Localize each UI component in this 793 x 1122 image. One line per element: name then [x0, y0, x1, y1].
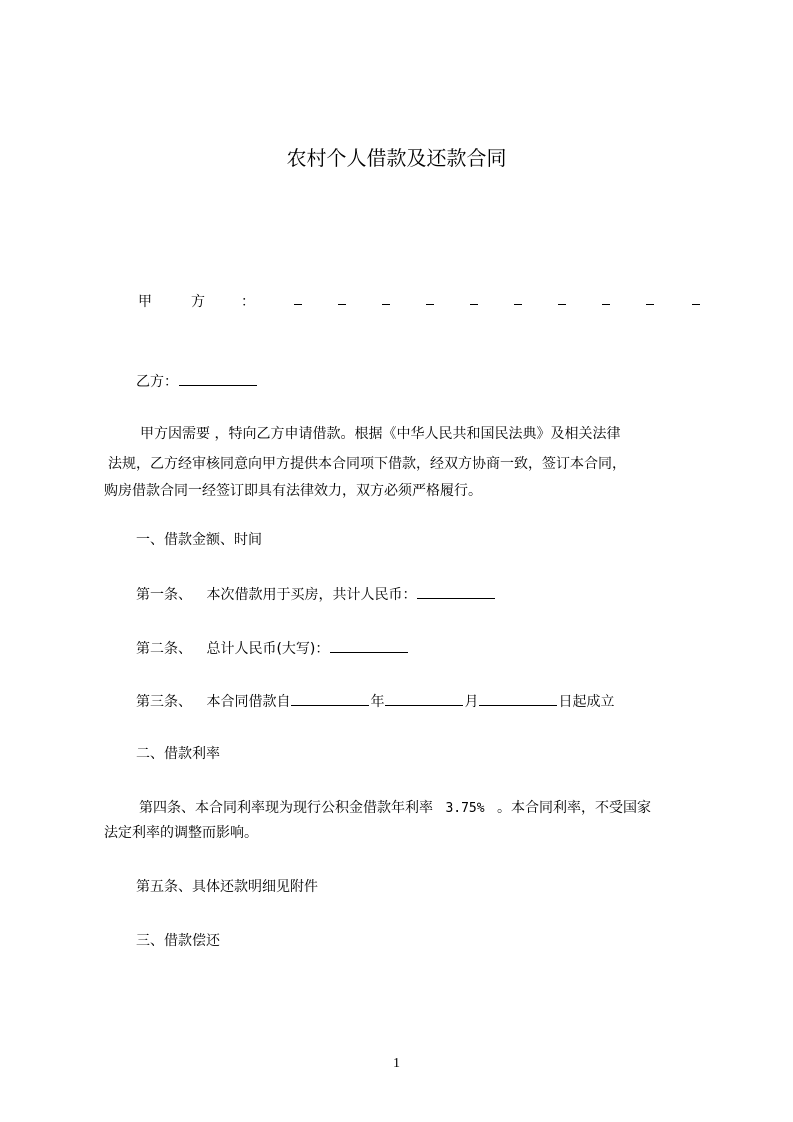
article-1 [136, 584, 496, 605]
article-4-prefix: 第四条、本合同利率现为现行公积金借款年利率 [139, 800, 433, 816]
party-a-blank-dash [294, 304, 302, 305]
document-title: 农村个人借款及还款合同 [286, 146, 507, 170]
party-a-blank-dash [470, 304, 478, 305]
article-3-month-label: 月 [464, 694, 479, 710]
party-a-blank-dash [602, 304, 610, 305]
article-3-day-blank [479, 691, 557, 706]
article-3-text: 本合同借款自 [206, 694, 291, 710]
party-a-colon: ： [241, 294, 255, 310]
party-b-label: 乙方： [136, 374, 178, 390]
article-3-year-label: 年 [370, 694, 385, 710]
article-4-rate: 3.75% [445, 801, 485, 816]
party-a-blank-dash [558, 304, 566, 305]
article-4-line-2: 法定利率的调整而影响。 [104, 825, 258, 841]
article-1-label: 第一条、 [136, 587, 192, 603]
article-3-year-blank [291, 691, 369, 706]
article-2-label: 第二条、 [136, 641, 192, 657]
party-a-blank-dash [514, 304, 522, 305]
party-b-blank [179, 371, 257, 386]
intro-line-3: 购房借款合同一经签订即具有法律效力，双方必须严格履行。 [104, 483, 482, 499]
party-a-blank-dash [382, 304, 390, 305]
section-1-heading: 一、借款金额、时间 [136, 532, 262, 548]
intro-line-1: 甲方因需要 ，特向乙方申请借款。根据《中华人民共和国民法典》及相关法律 [140, 426, 621, 442]
article-4-suffix: 。本合同利率，不受国家 [497, 800, 652, 816]
party-a-blank-dash [646, 304, 654, 305]
article-5: 第五条、具体还款明细见附件 [136, 879, 318, 895]
article-1-text: 本次借款用于买房，共计人民币： [206, 587, 417, 603]
article-1-blank [417, 584, 495, 599]
intro-line-2: 法规，乙方经审核同意向甲方提供本合同项下借款，经双方协商一致，签订本合同， [108, 456, 626, 472]
party-a-char-2: 方 [191, 294, 205, 310]
article-2-text: 总计人民币(大写)： [206, 641, 330, 657]
article-3-day-suffix: 日起成立 [558, 694, 615, 710]
party-a-char-1: 甲 [138, 294, 152, 310]
party-b-line [136, 371, 258, 392]
article-4-line-1 [139, 798, 651, 819]
party-a-blank-dash [692, 304, 700, 305]
page-number: 1 [393, 1056, 400, 1071]
article-3-label: 第三条、 [136, 694, 192, 710]
section-2-heading: 二、借款利率 [136, 746, 220, 762]
article-2-blank [330, 638, 408, 653]
article-3 [136, 691, 614, 712]
article-3-month-blank [385, 691, 463, 706]
section-3-heading: 三、借款偿还 [136, 933, 220, 949]
party-a-blank-dash [338, 304, 346, 305]
article-2 [136, 638, 409, 659]
party-a-blank-dash [426, 304, 434, 305]
